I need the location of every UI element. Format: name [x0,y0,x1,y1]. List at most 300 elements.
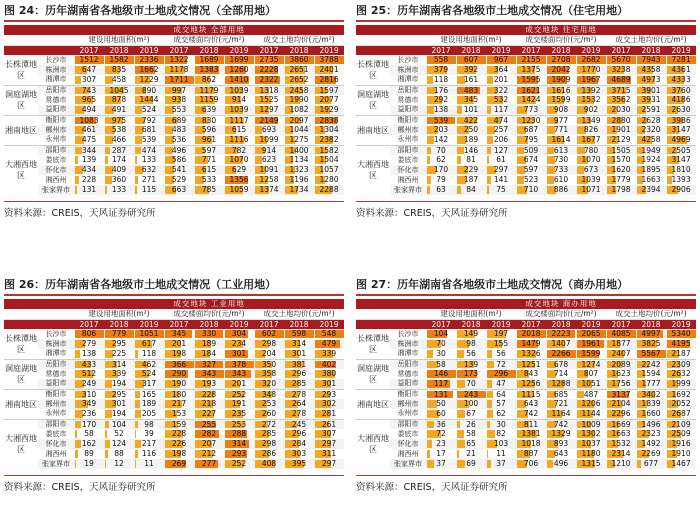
value-cell [284,115,314,125]
value-cell [516,379,546,389]
value-cell [576,175,606,185]
value-cell [516,135,546,145]
value-cell [194,125,224,135]
cell-value: 380 [321,369,337,379]
cell-value: 462 [141,359,157,369]
cell-value: 227 [201,409,217,418]
city-label: 株洲市 [38,65,74,75]
value-cell [194,65,224,75]
value-cell [486,449,516,459]
data-bar [517,147,524,155]
table-row [4,459,344,469]
value-cell [284,389,314,399]
cell-value: 1164 [551,409,571,418]
cell-value: 1070 [581,155,601,165]
value-cell [606,419,636,429]
cell-value: 2266 [551,349,571,358]
value-cell [426,449,456,459]
cell-value: 1662 [139,65,159,75]
value-cell [194,85,224,95]
value-cell [576,95,606,105]
cell-value: 11 [144,459,154,469]
data-bar [487,430,495,438]
cell-value: 1525 [259,95,279,105]
cell-value: 1949 [641,145,661,155]
year-header: 2019 [486,45,516,55]
cell-value: 7281 [671,55,691,65]
cell-value: 320 [261,379,277,388]
value-cell [486,105,516,115]
cell-value: 205 [141,409,157,418]
cell-value: 2065 [581,329,601,339]
city-label: 株洲市 [390,339,426,349]
data-bar [487,410,493,418]
value-cell [516,125,546,135]
value-cell [606,409,636,419]
value-cell [134,125,164,135]
figure-panel-25 [356,4,696,219]
cell-value: 98 [144,419,154,429]
cell-value: 296 [291,369,307,379]
data-bar [75,350,80,358]
cell-value: 2269 [641,449,661,459]
cell-value: 257 [493,125,509,135]
value-cell [606,399,636,409]
cell-value: 2682 [581,55,601,65]
value-cell [516,115,546,125]
data-bar [457,410,465,418]
table-row [356,75,696,85]
value-cell [486,65,516,75]
cell-value: 285 [291,379,307,388]
value-cell [486,55,516,65]
cell-value: 433 [81,359,97,369]
cell-value: 434 [81,165,97,175]
cell-value: 2097 [289,115,309,125]
data-bar [487,380,492,388]
data-bar [427,147,431,155]
city-label: 郴州市 [390,125,426,135]
city-label: 郴州市 [38,399,74,409]
cell-value: 236 [81,409,97,418]
cell-value: 176 [433,85,449,95]
region-label: 长株潭地区 [356,329,390,359]
value-cell [486,125,516,135]
value-cell [164,409,194,419]
value-cell [576,419,606,429]
value-cell [636,75,666,85]
value-cell [164,329,194,339]
value-cell [516,369,546,379]
value-cell [456,349,486,359]
value-cell [606,125,636,135]
city-label: 长沙市 [397,329,419,338]
value-cell [104,359,134,369]
year-header: 2019 [576,45,606,55]
year-header: 2017 [74,45,104,55]
value-cell [224,369,254,379]
cell-value: 475 [81,135,97,144]
cell-value: 193 [201,379,217,388]
value-cell [666,115,696,125]
data-bar [135,350,138,358]
cell-value: 1777 [641,379,661,388]
cell-value: 1091 [259,165,279,175]
data-table [356,299,696,469]
cell-value: 198 [171,449,187,459]
city-label: 邵阳市 [390,419,426,429]
value-cell [426,115,456,125]
cell-value: 350 [261,359,277,369]
value-cell [516,55,546,65]
value-cell [576,399,606,409]
table-row [4,135,344,145]
value-cell [606,369,636,379]
value-cell [134,155,164,165]
cell-value: 322 [493,85,509,95]
value-cell [576,339,606,349]
data-bar [487,147,491,155]
year-header: 2019 [576,319,606,329]
cell-value: 70 [436,145,446,155]
value-cell [666,155,696,165]
data-bar [135,106,142,114]
value-cell [486,329,516,339]
cell-value: 81 [466,155,476,165]
table-row [356,115,696,125]
value-cell [284,85,314,95]
cell-value: 307 [81,75,97,84]
value-cell [284,369,314,379]
table-row [4,175,344,185]
value-cell [104,409,134,419]
city-label: 永州市 [45,409,67,418]
cell-value: 1689 [199,55,219,65]
cell-value: 301 [111,399,127,409]
cell-value: 2687 [671,409,691,418]
cell-value: 278 [291,409,307,418]
value-cell [104,75,134,85]
cell-value: 23 [436,439,446,449]
data-bar [427,440,432,448]
cell-value: 1071 [581,185,601,195]
cell-value: 862 [201,75,217,84]
data-bar [105,450,108,458]
cell-value: 2320 [641,125,661,135]
cell-value: 1734 [289,185,309,195]
value-cell [314,349,344,359]
cell-value: 253 [261,399,277,409]
cell-value: 2591 [641,105,661,114]
table-row [356,65,696,75]
value-cell [74,459,104,469]
cell-value: 402 [321,359,337,369]
data-bar [547,176,554,184]
value-cell [164,449,194,459]
value-cell [576,369,606,379]
cell-value: 2628 [641,115,661,125]
value-cell [134,115,164,125]
value-cell [456,429,486,439]
value-cell [516,459,546,469]
city-label: 常德市 [397,95,419,104]
table-row [356,55,696,65]
cell-value: 826 [583,125,599,135]
cell-value: 12 [114,459,124,469]
cell-value: 2322 [259,75,279,84]
cell-value: 3137 [611,389,631,399]
cell-value: 279 [81,339,97,349]
value-cell [284,419,314,429]
cell-value: 2314 [611,449,631,459]
group-header: 成交楼面均价(元/m²) [164,35,254,45]
city-label: 娄底市 [45,429,67,438]
cell-value: 509 [523,145,539,155]
value-cell [194,155,224,165]
value-cell [284,105,314,115]
value-cell [456,409,486,419]
data-bar [457,440,465,448]
cell-value: 1144 [581,409,601,418]
cell-value: 194 [111,379,127,388]
cell-value: 639 [201,105,217,114]
cell-value: 1877 [611,339,631,349]
value-cell [456,115,486,125]
value-cell [546,75,576,85]
cell-value: 2652 [289,75,309,84]
data-bar [135,430,136,438]
city-label: 张家界市 [38,459,74,469]
data-bar [487,156,489,164]
data-bar [487,76,493,84]
value-cell [426,339,456,349]
cell-value: 290 [171,369,187,379]
value-cell [516,155,546,165]
value-cell [666,379,696,389]
cell-value: 297 [321,459,337,469]
data-bar [75,421,81,429]
value-cell [456,155,486,165]
cell-value: 4973 [641,75,661,84]
value-cell [666,135,696,145]
cell-value: 4333 [671,75,691,84]
cell-value: 1180 [581,449,601,459]
cell-value: 997 [171,85,187,95]
cell-value: 5340 [671,329,691,339]
value-cell [164,359,194,369]
cell-value: 483 [171,125,187,135]
cell-value: 67 [466,409,476,418]
cell-value: 496 [553,459,569,469]
cell-value: 3147 [671,155,691,165]
city-label: 益阳市 [390,105,426,115]
cell-value: 1597 [319,85,339,95]
cell-value: 1274 [581,359,601,369]
cell-value: 4085 [611,329,631,339]
cell-value: 1381 [521,429,541,439]
cell-value: 2089 [611,359,631,369]
table-row [4,369,344,379]
cell-value: 153 [171,409,187,418]
cell-value: 1037 [581,439,601,449]
cell-value: 1302 [581,429,601,439]
data-table [4,299,344,469]
cell-value: 710 [523,185,539,195]
value-cell [254,115,284,125]
cell-value: 203 [433,125,449,135]
value-cell [546,95,576,105]
value-cell [224,125,254,135]
city-label: 郴州市 [38,125,74,135]
value-cell [606,75,636,85]
value-cell [456,419,486,429]
value-cell [546,339,576,349]
value-cell [636,115,666,125]
table-row [356,175,696,185]
cell-value: 474 [493,115,509,125]
value-cell [314,155,344,165]
data-bar [487,450,488,458]
cell-value: 245 [291,419,307,429]
value-cell [516,75,546,85]
cell-value: 1179 [199,85,219,95]
value-cell [284,349,314,359]
year-header: 2018 [194,45,224,55]
value-cell [254,419,284,429]
cell-value: 303 [291,449,307,459]
value-cell [74,85,104,95]
value-cell [194,459,224,469]
value-cell [254,165,284,175]
value-cell [576,379,606,389]
figure-title: 图 24：历年湖南省各地级市土地成交情况（全部用地） [4,4,344,22]
value-cell [254,85,284,95]
cell-value: 395 [291,459,307,469]
year-header-row [4,319,344,329]
group-header: 成交楼面均价(元/m²) [164,309,254,319]
cell-value: 284 [291,439,307,449]
data-bar [577,391,584,399]
value-cell [666,185,696,195]
value-cell [516,85,546,95]
table-row [4,409,344,419]
region-label: 洞庭湖地区 [356,359,390,389]
cell-value: 293 [321,389,337,399]
city-label: 长沙市 [397,55,419,64]
cell-value: 343 [231,369,247,379]
year-header-row [356,45,696,55]
cell-value: 117 [493,105,509,114]
cell-value: 1356 [229,175,249,185]
region-label: 长株潭地区 [4,55,38,85]
value-cell [426,399,456,409]
cell-value: 1909 [551,75,571,84]
table-row [4,185,344,195]
value-cell [104,65,134,75]
value-cell [194,329,224,339]
value-cell [636,155,666,165]
cell-value: 1424 [521,95,541,105]
cell-value: 1288 [551,379,571,388]
value-cell [666,389,696,399]
data-bar [135,400,140,408]
value-cell [134,459,164,469]
value-cell [486,95,516,105]
cell-value: 2651 [289,65,309,75]
value-cell [284,409,314,419]
cell-value: 2109 [671,419,691,429]
cell-value: 615 [201,165,217,175]
value-cell [576,439,606,449]
year-header: 2019 [666,319,696,329]
value-cell [636,359,666,369]
cell-value: 82 [496,429,506,439]
value-cell [456,329,486,339]
value-cell [164,185,194,195]
table-row [4,339,344,349]
value-cell [486,75,516,85]
city-label: 湘潭市 [397,75,419,84]
table-row [356,329,696,339]
value-cell [254,65,284,75]
cell-value: 201 [171,339,187,349]
value-cell [134,419,164,429]
table-row [4,419,344,429]
cell-value: 1990 [289,95,309,105]
cell-value: 1210 [611,459,631,469]
value-cell [606,339,636,349]
value-cell [516,429,546,439]
value-cell [456,339,486,349]
year-header: 2017 [74,319,104,329]
value-cell [314,449,344,459]
data-bar [135,391,140,399]
cell-value: 189 [201,339,217,349]
value-cell [486,135,516,145]
cell-value: 311 [321,449,337,459]
value-cell [254,125,284,135]
region-label: 湘南地区 [356,115,390,145]
value-cell [666,359,696,369]
cell-value: 1570 [611,155,631,165]
cell-value: 17 [436,449,446,459]
cell-value: 1663 [611,429,631,439]
value-cell [426,349,456,359]
cell-value: 4195 [671,339,691,349]
cell-value: 1230 [521,115,541,125]
value-cell [606,155,636,165]
cell-value: 524 [141,105,157,114]
region-label: 大湘西地区 [4,145,38,195]
table-row [356,105,696,115]
table-row [356,125,696,135]
value-cell [194,115,224,125]
cell-value: 3760 [671,85,691,95]
table-row [356,185,696,195]
cell-value: 1057 [319,165,339,175]
cell-value: 1901 [611,125,631,135]
cell-value: 1505 [611,145,631,155]
value-cell [284,95,314,105]
data-bar [105,176,112,184]
cell-value: 533 [201,175,217,185]
group-blank [4,35,74,45]
cell-value: 647 [81,65,97,75]
value-cell [666,399,696,409]
value-cell [254,449,284,459]
value-cell [576,329,606,339]
cell-value: 30 [496,419,506,429]
